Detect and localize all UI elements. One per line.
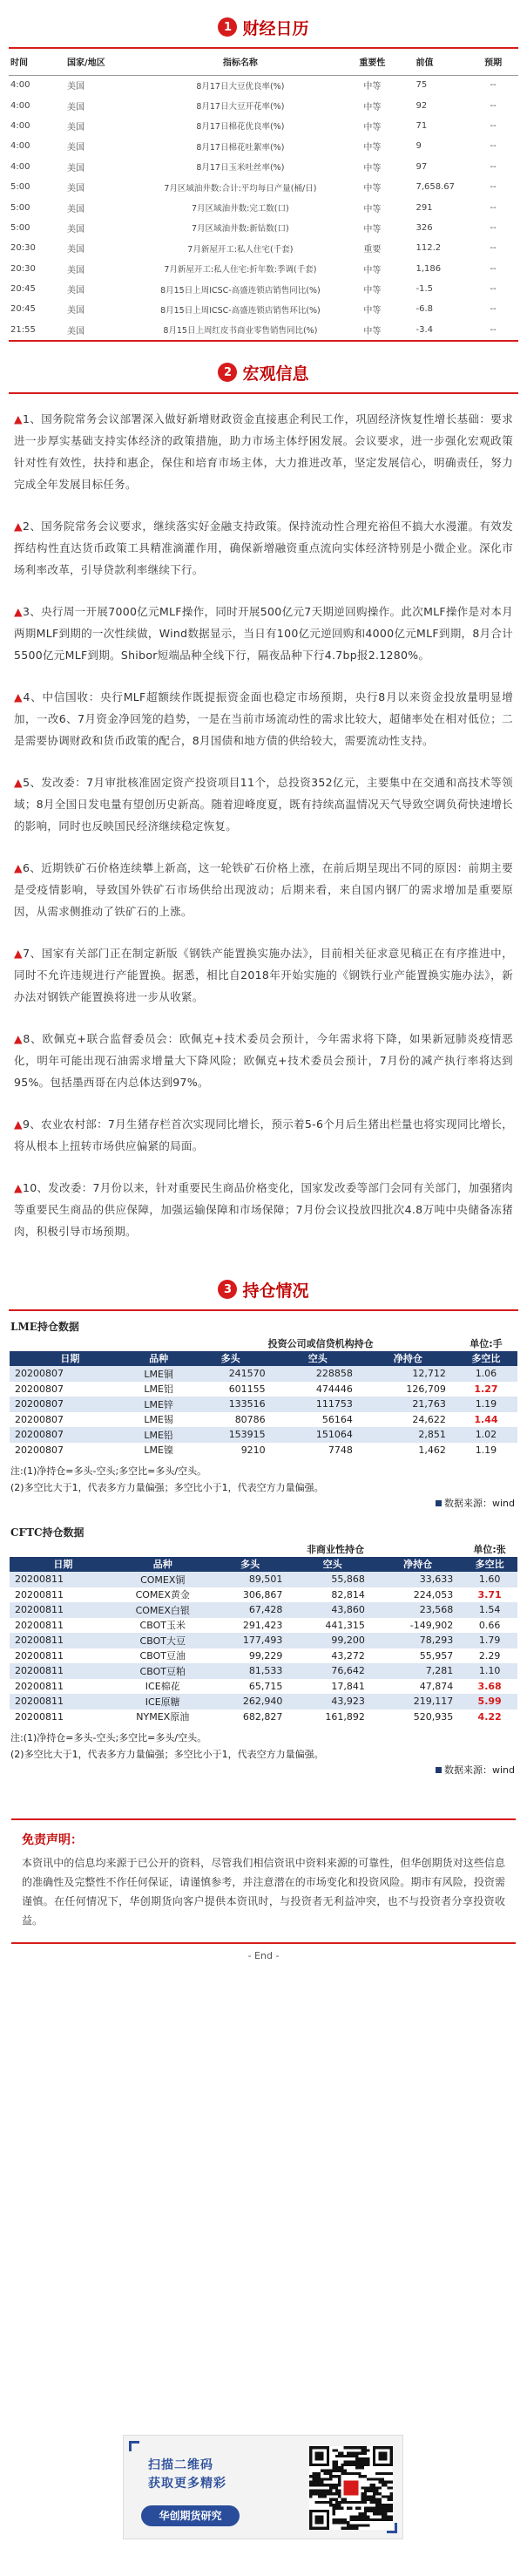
macro-news-text: 5、发改委：7月审批核准固定资产投资项目11个，总投资352亿元，主要集中在交通和高技术等领域；8月全国日发电量有望创历史新高。随着迎峰度夏，既有持续高温情况天气导致空调负荷快速增长的影响，同时也反映国民经济继续稳定恢复。: [14, 776, 513, 833]
section-title: 宏观信息: [242, 364, 309, 384]
calendar-cell-previous: -6.8: [416, 304, 433, 315]
cftc-cell-variety: CBOT豆粕: [117, 1663, 209, 1679]
triangle-bullet-icon: ▲: [14, 690, 24, 704]
lme-cell-ratio: 1.19: [455, 1443, 517, 1458]
cftc-group-row: [10, 1541, 517, 1557]
lme-cell-date: 20200807: [10, 1397, 131, 1412]
lme-cell-date: 20200807: [10, 1382, 131, 1397]
cftc-cell-long: 99,229: [209, 1648, 292, 1664]
calendar-cell-time: 21:55: [10, 324, 36, 335]
section-heading-macro: [0, 352, 527, 392]
table-row: [10, 1397, 517, 1412]
cftc-cell-net: 78,293: [374, 1633, 462, 1648]
macro-news-text: 6、近期铁矿石价格连续攀上新高，这一轮铁矿石价格上涨，在前后期呈现出不同的原因：前期主要是受疫情影响，导致国外铁矿石市场供给出现波动；后期来看，来自国内钢厂的需求增加是重要原因，从需求侧推动了铁矿石的上涨。: [14, 861, 513, 919]
lme-group-label: 投资公司或信贷机构持仓: [267, 1337, 374, 1349]
lme-cell-short: 228858: [274, 1366, 361, 1382]
macro-news-item: [14, 686, 513, 751]
lme-note-1: 注:(1)净持仓=多头-空头;多空比=多头/空头。: [10, 1465, 207, 1478]
lme-cell-short: 474446: [274, 1382, 361, 1397]
cftc-cell-short: 55,868: [291, 1572, 374, 1587]
calendar-cell-importance: 中等: [363, 122, 382, 133]
cftc-cell-short: 17,841: [291, 1679, 374, 1695]
lme-unit-label: 单位:手: [470, 1337, 503, 1349]
calendar-row: [9, 259, 518, 279]
calendar-cell-indicator: 8月17日大豆优良率(%): [196, 81, 285, 92]
end-marker: - End -: [247, 1950, 280, 1962]
calendar-cell-previous: 7,658.67: [416, 182, 456, 193]
calendar-row: [9, 320, 518, 340]
cftc-cell-long: 81,533: [209, 1663, 292, 1679]
cftc-note-1: 注:(1)净持仓=多头-空头;多空比=多头/空头。: [10, 1732, 207, 1744]
lme-col-header: 多头: [186, 1351, 274, 1367]
cftc-col-header: 日期: [10, 1557, 117, 1573]
disclaimer-text: 本资讯中的信息均来源于已公开的资料，尽管我们相信资讯中资料来源的可靠性，但华创期货对这些信息的准确性及完整性不作任何保证，请谨慎参考，并注意潜在的市场变化和投资风险。期市有风险，投资需谨慎。在任何情况下，华创期货向客户提供本资讯时，与投资者无利益冲突，也不与投资者分享投资收益。: [22, 1857, 505, 1927]
calendar-cell-importance: 中等: [363, 163, 382, 173]
lme-cell-short: 56164: [274, 1412, 361, 1428]
qr-caption-line1: 扫描二维码: [148, 2458, 213, 2472]
calendar-row: [9, 299, 518, 319]
cftc-cell-short: 43,923: [291, 1694, 374, 1709]
cftc-col-header: 多头: [209, 1557, 292, 1573]
calendar-cell-region: 美国: [67, 326, 85, 336]
calendar-cell-forecast: --: [490, 263, 497, 274]
calendar-cell-previous: 71: [416, 120, 428, 131]
calendar-cell-time: 4:00: [10, 161, 30, 172]
lme-cell-short: 7748: [274, 1443, 361, 1458]
calendar-cell-region: 美国: [67, 265, 85, 275]
lme-note-2: (2)多空比大于1，代表多方力量偏强；多空比小于1，代表空方力量偏强。: [10, 1482, 324, 1494]
lme-cell-short: 151064: [274, 1427, 361, 1443]
lme-cell-long: 9210: [186, 1443, 274, 1458]
triangle-bullet-icon: ▲: [14, 947, 24, 961]
cftc-col-header: 空头: [291, 1557, 374, 1573]
cftc-cell-short: 161,892: [291, 1709, 374, 1725]
section-number-badge: 3: [218, 1280, 237, 1299]
calendar-cell-previous: 97: [416, 161, 428, 172]
triangle-bullet-icon: ▲: [14, 1118, 23, 1132]
calendar-cell-region: 美国: [67, 204, 85, 214]
cftc-cell-date: 20200811: [10, 1648, 117, 1664]
lme-cell-net: 24,622: [361, 1412, 455, 1428]
calendar-cell-importance: 中等: [363, 204, 382, 214]
cftc-cell-long: 262,940: [209, 1694, 292, 1709]
col-time: 时间: [9, 49, 67, 75]
cftc-cell-date: 20200811: [10, 1663, 117, 1679]
table-row: [10, 1679, 517, 1695]
col-region: 国家/地区: [67, 49, 142, 75]
calendar-cell-indicator: 8月15日上周红皮书商业零售销售同比(%): [163, 326, 318, 336]
lme-title: LME持仓数据: [10, 1321, 79, 1334]
col-importance: 重要性: [339, 49, 405, 75]
calendar-cell-previous: 1,186: [416, 263, 442, 274]
table-row: [10, 1443, 517, 1458]
cftc-cell-ratio: 3.68: [462, 1679, 517, 1695]
calendar-cell-importance: 中等: [363, 184, 382, 194]
cftc-cell-net: 520,935: [374, 1709, 462, 1725]
col-forecast: 预期: [468, 49, 518, 75]
calendar-row: [9, 157, 518, 177]
cftc-cell-short: 76,642: [291, 1663, 374, 1679]
cftc-cell-net: 224,053: [374, 1587, 462, 1603]
lme-cell-date: 20200807: [10, 1412, 131, 1428]
macro-news-text: 8、欧佩克+联合监督委员会：欧佩克+技术委员会预计，今年需求将下降，如果新冠肺炎疫情恶化，明年可能出现石油需求增量大下降风险；欧佩克+技术委员会预计，7月份的减产执行率将达到95%。包括墨西哥在内总体达到97%。: [14, 1032, 513, 1090]
cftc-cell-long: 67,428: [209, 1602, 292, 1618]
table-row: [10, 1587, 517, 1603]
lme-cell-ratio: 1.02: [455, 1427, 517, 1443]
calendar-cell-time: 4:00: [10, 100, 30, 111]
calendar-cell-forecast: --: [490, 80, 497, 91]
cftc-cell-short: 43,860: [291, 1602, 374, 1618]
calendar-row: [9, 238, 518, 258]
table-row: [10, 1412, 517, 1428]
cftc-cell-ratio: 1.60: [462, 1572, 517, 1587]
cftc-cell-net: 23,568: [374, 1602, 462, 1618]
calendar-cell-time: 20:30: [10, 243, 36, 254]
calendar-row: [9, 95, 518, 115]
calendar-cell-previous: 92: [416, 100, 428, 111]
cftc-cell-variety: NYMEX原油: [117, 1709, 209, 1725]
calendar-cell-forecast: --: [490, 161, 497, 172]
calendar-cell-forecast: --: [490, 100, 497, 111]
macro-news-text: 2、国务院常务会议要求，继续落实好金融支持政策。保持流动性合理充裕但不搞大水漫灌。有效发挥结构性直达货币政策工具精准滴灌作用，确保新增融资重点流向实体经济特别是小微企业。深化市场利率改革，引导贷款利率继续下行。: [14, 520, 513, 577]
calendar-cell-region: 美国: [67, 286, 85, 296]
calendar-cell-indicator: 7月区域油井数:合计:平均每日产量(桶/日): [164, 183, 317, 194]
triangle-bullet-icon: ▲: [14, 776, 24, 790]
cftc-cell-ratio: 3.71: [462, 1587, 517, 1603]
lme-cell-net: 1,462: [361, 1443, 455, 1458]
lme-cell-net: 126,709: [361, 1382, 455, 1397]
calendar-cell-importance: 中等: [363, 326, 382, 336]
cftc-cell-variety: CBOT玉米: [117, 1618, 209, 1634]
cftc-cell-date: 20200811: [10, 1587, 117, 1603]
lme-source-text: 数据来源：wind: [443, 1498, 515, 1510]
calendar-cell-forecast: --: [490, 141, 497, 152]
calendar-table: [9, 49, 518, 340]
calendar-cell-forecast: --: [490, 324, 497, 335]
lme-cell-variety: LME镍: [131, 1443, 187, 1458]
cftc-cell-ratio: 1.79: [462, 1633, 517, 1648]
calendar-cell-importance: 中等: [363, 286, 382, 296]
macro-news-text: 4、中信国收：央行MLF超额续作既提振资金面也稳定市场预期，央行8月以来资金投放量明显增加，一改6、7月资金净回笼的趋势，一是在当前市场流动性的需求比较大，超储率处在相对低位；二是需要协调财政和货币政策的配合，8月国债和地方债的供给较大，需要流动性支持。: [14, 690, 514, 748]
calendar-cell-forecast: --: [490, 202, 497, 213]
calendar-cell-indicator: 8月17日玉米吐丝率(%): [196, 163, 285, 173]
section-number-badge: 2: [218, 363, 237, 382]
cftc-cell-ratio: 1.10: [462, 1663, 517, 1679]
calendar-cell-previous: 291: [416, 202, 433, 213]
cftc-cell-short: 43,272: [291, 1648, 374, 1664]
macro-news-item: [14, 942, 513, 1008]
lme-cell-long: 80786: [186, 1412, 274, 1428]
cftc-cell-date: 20200811: [10, 1633, 117, 1648]
calendar-cell-previous: 9: [416, 141, 422, 152]
cftc-cell-long: 291,423: [209, 1618, 292, 1634]
lme-cell-ratio: 1.27: [455, 1382, 517, 1397]
lme-cell-date: 20200807: [10, 1443, 131, 1458]
macro-news-text: 7、国家有关部门正在制定新版《钢铁产能置换实施办法》，目前相关征求意见稿正在有序推进中，同时不允许违规进行产能置换。据悉，相比自2018年开始实施的《钢铁行业产能置换实施办法》，新办法对钢铁产能置换将进一步从收紧。: [14, 947, 513, 1004]
calendar-cell-time: 5:00: [10, 202, 30, 213]
calendar-row: [9, 136, 518, 156]
calendar-cell-importance: 中等: [363, 306, 382, 316]
table-row: [10, 1663, 517, 1679]
col-indicator: 指标名称: [142, 49, 340, 75]
lme-header-row: [10, 1351, 517, 1367]
cftc-cell-variety: CBOT大豆: [117, 1633, 209, 1648]
calendar-cell-region: 美国: [67, 82, 85, 92]
lme-cell-date: 20200807: [10, 1427, 131, 1443]
lme-cell-short: 111753: [274, 1397, 361, 1412]
calendar-row: [9, 279, 518, 299]
cftc-cell-ratio: 0.66: [462, 1618, 517, 1634]
lme-col-header: 品种: [131, 1351, 187, 1367]
section-title: 财经日历: [242, 18, 309, 38]
macro-news-item: [14, 857, 513, 922]
table-row: [10, 1602, 517, 1618]
macro-news-item: [14, 601, 513, 666]
cftc-cell-variety: CBOT豆油: [117, 1648, 209, 1664]
lme-cell-long: 601155: [186, 1382, 274, 1397]
triangle-bullet-icon: ▲: [14, 520, 24, 534]
lme-cell-variety: LME铝: [131, 1382, 187, 1397]
cftc-col-header: 品种: [117, 1557, 209, 1573]
section-number-badge: 1: [218, 17, 237, 37]
cftc-cell-date: 20200811: [10, 1602, 117, 1618]
calendar-cell-time: 4:00: [10, 141, 30, 152]
calendar-cell-forecast: --: [490, 304, 497, 315]
calendar-row: [9, 218, 518, 238]
cftc-cell-date: 20200811: [10, 1709, 117, 1725]
calendar-cell-indicator: 8月17日大豆开花率(%): [196, 102, 285, 112]
calendar-header-row: [9, 49, 518, 75]
calendar-cell-indicator: 8月15日上周ICSC-高盛连锁店销售同比(%): [160, 285, 321, 296]
calendar-cell-region: 美国: [67, 306, 85, 316]
calendar-cell-previous: -3.4: [416, 324, 433, 335]
calendar-row: [9, 197, 518, 217]
cftc-cell-variety: ICE棉花: [117, 1679, 209, 1695]
lme-cell-long: 133516: [186, 1397, 274, 1412]
cftc-cell-date: 20200811: [10, 1679, 117, 1695]
brand-badge: 华创期货研究: [141, 2505, 240, 2526]
lme-cell-ratio: 1.44: [455, 1412, 517, 1428]
qr-code-icon[interactable]: [309, 2446, 393, 2530]
cftc-col-header: 净持仓: [374, 1557, 462, 1573]
table-row: [10, 1572, 517, 1587]
cftc-cell-ratio: 4.22: [462, 1709, 517, 1725]
calendar-cell-forecast: --: [490, 243, 497, 254]
lme-cell-net: 21,763: [361, 1397, 455, 1412]
calendar-cell-indicator: 8月15日上周ICSC-高盛连锁店销售环比(%): [160, 305, 321, 316]
calendar-cell-region: 美国: [67, 224, 85, 234]
macro-news-item: [14, 1028, 513, 1093]
lme-position-table: [10, 1336, 517, 1458]
calendar-cell-indicator: 7月区域油井数:完工数(口): [192, 204, 289, 214]
cftc-cell-short: 441,315: [291, 1618, 374, 1634]
calendar-cell-region: 美国: [67, 143, 85, 153]
calendar-cell-time: 5:00: [10, 182, 30, 193]
cftc-cell-variety: COMEX铜: [117, 1572, 209, 1587]
calendar-cell-time: 20:30: [10, 263, 36, 274]
calendar-cell-region: 美国: [67, 102, 85, 112]
calendar-row: [9, 75, 518, 95]
macro-news-item: [14, 1177, 513, 1242]
corner-bracket-icon: [129, 2441, 139, 2451]
cftc-cell-long: 306,867: [209, 1587, 292, 1603]
cftc-cell-net: -149,902: [374, 1618, 462, 1634]
calendar-cell-previous: -1.5: [416, 284, 433, 295]
table-row: [10, 1618, 517, 1634]
macro-news-text: 1、国务院常务会议部署深入做好新增财政资金直接惠企利民工作，巩固经济恢复性增长基础：要求进一步厚实基础支持实体经济的政策措施，助力市场主体纾困发展。会议要求，进一步强化宏观政策针对性有效性，扶持和惠企，保住和培育市场主体，大力推进改革，坚定发展信心，明确责任，努力完成全年发展目标任务。: [14, 412, 513, 492]
section-title: 持仓情况: [242, 1281, 309, 1301]
cftc-col-header: 多空比: [462, 1557, 517, 1573]
macro-news-text: 3、央行周一开展7000亿元MLF操作，同时开展500亿元7天期逆回购操作。此次MLF操作是对本月两期MLF到期的一次性续做，Wind数据显示，当日有100亿元逆回购和4000亿元MLF到期，8月合计5500亿元MLF到期。Shibor短端品种全线下行，隔夜品种下行4.7bp报2.1280%。: [14, 605, 513, 663]
lme-cell-variety: LME锌: [131, 1397, 187, 1412]
calendar-row: [9, 177, 518, 197]
table-row: [10, 1648, 517, 1664]
cftc-cell-short: 99,200: [291, 1633, 374, 1648]
lme-cell-net: 12,712: [361, 1366, 455, 1382]
calendar-cell-forecast: --: [490, 284, 497, 295]
table-row: [10, 1709, 517, 1725]
lme-cell-long: 241570: [186, 1366, 274, 1382]
triangle-bullet-icon: ▲: [14, 605, 23, 619]
col-previous: 前值: [405, 49, 468, 75]
lme-col-header: 多空比: [455, 1351, 517, 1367]
triangle-bullet-icon: ▲: [14, 412, 24, 426]
cftc-cell-variety: COMEX黄金: [117, 1587, 209, 1603]
macro-news-item: [14, 771, 513, 837]
cftc-cell-net: 33,633: [374, 1572, 462, 1587]
calendar-cell-region: 美国: [67, 122, 85, 133]
calendar-cell-forecast: --: [490, 182, 497, 193]
calendar-cell-importance: 中等: [363, 224, 382, 234]
calendar-cell-time: 20:45: [10, 304, 36, 315]
table-row: [10, 1366, 517, 1382]
cftc-cell-date: 20200811: [10, 1572, 117, 1587]
section-heading-calendar: [0, 7, 527, 47]
calendar-cell-importance: 中等: [363, 143, 382, 153]
cftc-note-2: (2)多空比大于1，代表多方力量偏强；多空比小于1，代表空方力量偏强。: [10, 1749, 324, 1761]
calendar-row: [9, 116, 518, 136]
cftc-header-row: [10, 1557, 517, 1573]
lme-col-header: 空头: [274, 1351, 361, 1367]
cftc-cell-variety: COMEX白银: [117, 1602, 209, 1618]
calendar-cell-forecast: --: [490, 120, 497, 131]
calendar-cell-time: 5:00: [10, 222, 30, 233]
lme-col-header: 净持仓: [361, 1351, 455, 1367]
section-heading-positions: [0, 1269, 527, 1309]
cftc-group-label: 非商业性持仓: [307, 1543, 365, 1555]
cftc-source: [0, 1763, 527, 1778]
cftc-cell-variety: ICE原糖: [117, 1694, 209, 1709]
calendar-cell-previous: 326: [416, 222, 433, 233]
calendar-cell-importance: 重要: [363, 245, 382, 255]
source-square-icon: [436, 1767, 442, 1773]
cftc-cell-ratio: 1.54: [462, 1602, 517, 1618]
calendar-cell-time: 4:00: [10, 80, 30, 91]
triangle-bullet-icon: ▲: [14, 1032, 24, 1046]
lme-cell-variety: LME铜: [131, 1366, 187, 1382]
cftc-cell-long: 177,493: [209, 1633, 292, 1648]
calendar-cell-time: 20:45: [10, 284, 36, 295]
lme-col-header: 日期: [10, 1351, 131, 1367]
cftc-cell-net: 7,281: [374, 1663, 462, 1679]
macro-news-item: [14, 1113, 513, 1157]
lme-cell-long: 153915: [186, 1427, 274, 1443]
table-row: [10, 1694, 517, 1709]
calendar-cell-forecast: --: [490, 222, 497, 233]
disclaimer-title: 免责声明：: [22, 1833, 83, 1848]
cftc-source-text: 数据来源：wind: [443, 1764, 515, 1777]
cftc-cell-ratio: 2.29: [462, 1648, 517, 1664]
qr-promo-card: [123, 2435, 403, 2539]
lme-cell-date: 20200807: [10, 1366, 131, 1382]
macro-news-item: [14, 515, 513, 581]
lme-cell-ratio: 1.06: [455, 1366, 517, 1382]
cftc-cell-long: 65,715: [209, 1679, 292, 1695]
cftc-position-table: [10, 1541, 517, 1724]
lme-group-row: [10, 1336, 517, 1351]
table-row: [10, 1427, 517, 1443]
cftc-cell-short: 82,814: [291, 1587, 374, 1603]
calendar-cell-indicator: 8月17日棉花优良率(%): [196, 122, 285, 133]
cftc-cell-long: 682,827: [209, 1709, 292, 1725]
calendar-cell-indicator: 7月新屋开工:私人住宅(千套): [187, 244, 294, 255]
cftc-cell-date: 20200811: [10, 1618, 117, 1634]
calendar-cell-importance: 中等: [363, 265, 382, 275]
triangle-bullet-icon: ▲: [14, 861, 24, 875]
cftc-cell-net: 47,874: [374, 1679, 462, 1695]
macro-news-item: [14, 408, 513, 495]
calendar-cell-region: 美国: [67, 163, 85, 173]
calendar-cell-previous: 112.2: [416, 243, 442, 254]
calendar-cell-indicator: 7月新屋开工:私人住宅:折年数:季调(千套): [164, 265, 317, 275]
macro-news-list: [0, 408, 527, 1242]
lme-cell-ratio: 1.19: [455, 1397, 517, 1412]
calendar-cell-region: 美国: [67, 184, 85, 194]
calendar-cell-region: 美国: [67, 245, 85, 255]
triangle-bullet-icon: ▲: [14, 1181, 23, 1195]
cftc-cell-date: 20200811: [10, 1694, 117, 1709]
calendar-cell-indicator: 7月区域油井数:新钻数(口): [192, 224, 289, 234]
disclaimer-box: [11, 1818, 516, 1944]
lme-cell-variety: LME铅: [131, 1427, 187, 1443]
qr-caption-line2: 获取更多精彩: [148, 2477, 226, 2491]
calendar-cell-indicator: 8月17日棉花吐絮率(%): [196, 142, 285, 153]
lme-source: [0, 1496, 527, 1512]
source-square-icon: [436, 1500, 442, 1506]
lme-cell-variety: LME锡: [131, 1412, 187, 1428]
cftc-cell-ratio: 5.99: [462, 1694, 517, 1709]
macro-news-text: 9、农业农村部：7月生猪存栏首次实现同比增长，预示着5-6个月后生猪出栏量也将实现同比增长，将从根本上扭转市场供应偏紧的局面。: [14, 1118, 514, 1153]
table-row: [10, 1633, 517, 1648]
macro-news-text: 10、发改委：7月份以来，针对重要民生商品价格变化，国家发改委等部门会同有关部门，加强猪肉等重要民生商品的供应保障，加强运输保障和市场保障；7月份会议投放四批次4.8万吨中央储备冻猪肉，积极引导市场预期。: [14, 1181, 513, 1239]
calendar-cell-importance: 中等: [363, 102, 382, 112]
lme-cell-net: 2,851: [361, 1427, 455, 1443]
table-row: [10, 1382, 517, 1397]
calendar-cell-time: 4:00: [10, 120, 30, 131]
cftc-cell-net: 55,957: [374, 1648, 462, 1664]
calendar-cell-previous: 75: [416, 80, 428, 91]
cftc-cell-long: 89,501: [209, 1572, 292, 1587]
calendar-cell-importance: 中等: [363, 82, 382, 92]
cftc-title: CFTC持仓数据: [10, 1526, 84, 1539]
cftc-unit-label: 单位:张: [473, 1543, 506, 1555]
cftc-cell-net: 219,117: [374, 1694, 462, 1709]
